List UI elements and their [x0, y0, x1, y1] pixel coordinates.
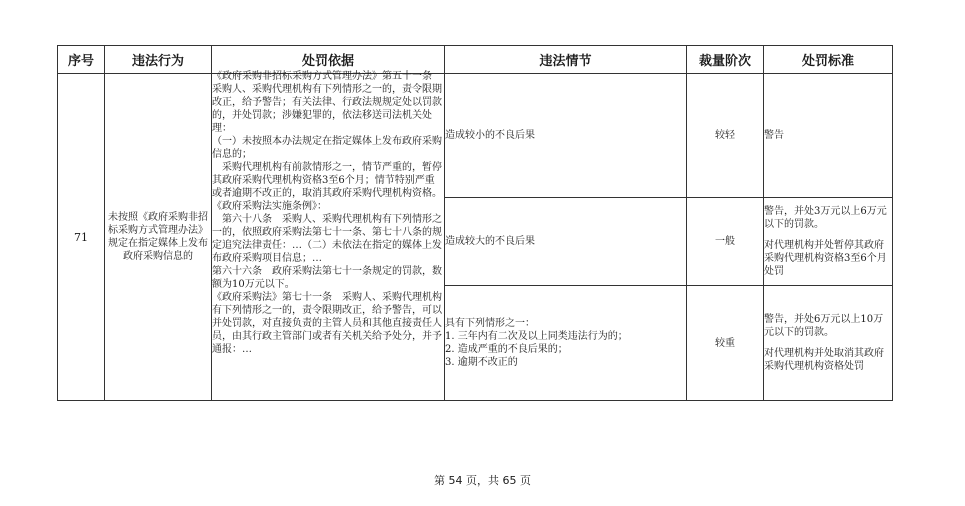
- basis-paragraph: 《政府采购法》第七十一条 采购人、采购代理机构有下列情形之一的，责令限期改正，给予警告，可以并处罚款，对直接负责的主管人员和其他直接责任人员，由其行政主管部门或者有关机关给予处分，并予通报：…: [212, 292, 442, 355]
- header-violation: 违法行为: [105, 46, 212, 74]
- plot-line: 3. 逾期不改正的: [445, 357, 518, 368]
- basis-text: [212, 70, 444, 394]
- basis-cell: [212, 71, 445, 401]
- standard-line: 对代理机构并处暂停其政府采购代理机构资格3至6个月处罚: [764, 240, 887, 277]
- standard-line: 警告，并处3万元以上6万元以下的罚款。: [764, 206, 887, 230]
- basis-paragraph: 第六十六条 政府采购法第七十一条规定的罚款，数额为10万元以下。: [212, 266, 442, 290]
- basis-paragraph: 采购代理机构有前款情形之一，情节严重的，暂停其政府采购代理机构资格3至6个月；情节特别严重或者逾期不改正的，取消其政府采购代理机构资格。: [212, 162, 442, 199]
- header-plot: 违法情节: [445, 46, 687, 74]
- basis-paragraph: 《政府采购法实施条例》：: [212, 201, 327, 212]
- level-cell-serious: 较重: [687, 286, 764, 401]
- basis-paragraph: 第六十八条 采购人、采购代理机构有下列情形之一的，依照政府采购法第七十一条、第七十八条的规定追究法律责任：…（二）未依法在指定的媒体上发布政府采购项目信息；…: [212, 214, 442, 264]
- plot-line: 1. 三年内有二次及以上同类违法行为的；: [445, 331, 628, 342]
- basis-paragraph: 《政府采购非招标采购方式管理办法》第五十一条 采购人、采购代理机构有下列情形之一的，责令限期改正，给予警告；有关法律、行政法规规定处以罚款的，并处罚款；涉嫌犯罪的，依法移送司法机关处理：: [212, 71, 442, 134]
- header-level: 裁量阶次: [687, 46, 764, 74]
- level-cell-minor: 较轻: [687, 74, 764, 198]
- plot-line: 造成较大的不良后果: [445, 236, 535, 247]
- plot-cell-minor: [445, 74, 687, 198]
- table-row: [58, 74, 893, 198]
- violation-cell: 未按照《政府采购非招标采购方式管理办法》规定在指定媒体上发布政府采购信息的: [105, 74, 212, 401]
- plot-line: 造成较小的不良后果: [445, 130, 535, 141]
- header-basis: 处罚依据: [212, 46, 445, 74]
- header-row: [58, 46, 893, 74]
- plot-cell-general: [445, 198, 687, 286]
- standard-line: 警告: [764, 130, 784, 141]
- standard-cell-general: [764, 198, 893, 286]
- penalty-table: [57, 45, 893, 401]
- basis-paragraph: （一）未按照本办法规定在指定媒体上发布政府采购信息的；: [212, 136, 442, 160]
- seq-cell: 71: [58, 74, 105, 401]
- standard-line: 警告，并处6万元以上10万元以下的罚款。: [764, 314, 884, 338]
- plot-cell-serious: [445, 286, 687, 401]
- standard-cell-serious: [764, 286, 893, 401]
- page-footer: 第 54 页，共 65 页: [434, 474, 531, 487]
- plot-line: 2. 造成严重的不良后果的；: [445, 344, 568, 355]
- header-seq: 序号: [58, 46, 105, 74]
- level-cell-general: 一般: [687, 198, 764, 286]
- standard-cell-minor: [764, 74, 893, 198]
- plot-line: 具有下列情形之一：: [445, 318, 535, 329]
- standard-line: 对代理机构并处取消其政府采购代理机构资格处罚: [764, 348, 884, 372]
- header-standard: 处罚标准: [764, 46, 893, 74]
